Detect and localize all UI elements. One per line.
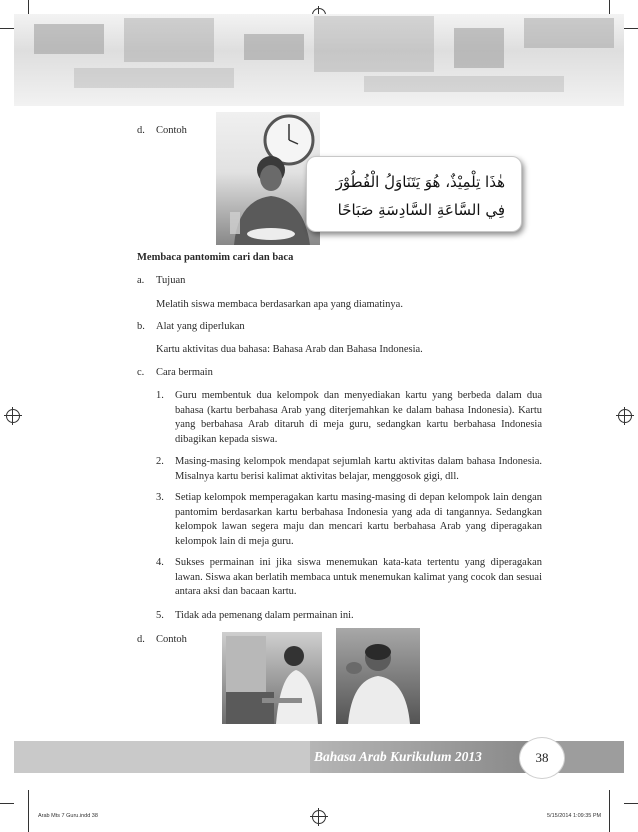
slug-file: Arab Mts 7 Guru.indd 38 (38, 813, 98, 819)
section-label: d. (137, 125, 145, 136)
step-number: 1. (156, 390, 164, 401)
item-title: Alat yang diperlukan (156, 321, 245, 332)
crop-mark (28, 0, 29, 14)
step-number: 2. (156, 456, 164, 467)
slug-date: 5/15/2014 1:09:35 PM (547, 813, 602, 819)
crop-mark (28, 790, 29, 832)
example-title: Contoh (156, 634, 187, 645)
step-text: Guru membentuk dua kelompok dan menyediakan kartu yang berbeda dalam dua bahasa (kartu berbahasa Arab yang diterjemahkan ke dalam bahasa Indonesia). Kartu yang berbahasa Arab ditaruh di meja guru, sedangkan kartu berbahasa Indonesia dibagikan kepada siswa. (175, 390, 542, 445)
registration-mark-icon (618, 409, 632, 423)
registration-mark-icon (6, 409, 20, 423)
activity-heading: Membaca pantomim cari dan baca (137, 252, 294, 263)
crop-mark (609, 790, 610, 832)
step-text: Masing-masing kelompok mendapat sejumlah kartu aktivitas dalam bahasa Indonesia. Misalnya kartu berisi kalimat aktivitas belajar, menggosok gigi, dll. (175, 456, 542, 482)
footer-book-title: Bahasa Arab Kurikulum 2013 (314, 749, 482, 764)
step-number: 5. (156, 610, 164, 621)
item-title: Cara bermain (156, 367, 213, 378)
arabic-line-2: فِي السَّاعَةِ السَّادِسَةِ صَبَاحًا (337, 201, 505, 219)
step-text: Tidak ada pemenang dalam permainan ini. (175, 610, 354, 621)
item-body: Melatih siswa membaca berdasarkan apa yang diamatinya. (156, 299, 403, 310)
arabic-line-1: هٰذَا تِلْمِيْذٌ، هُوَ يَتَنَاوَلُ الْفُطُوْرَ (335, 173, 505, 191)
crop-mark (0, 803, 14, 804)
item-label: b. (137, 321, 145, 332)
item-body: Kartu aktivitas dua bahasa: Bahasa Arab dan Bahasa Indonesia. (156, 344, 423, 355)
item-label: c. (137, 367, 145, 378)
page-number: 38 (520, 738, 564, 778)
crop-mark (624, 803, 638, 804)
step-text: Setiap kelompok memperagakan kartu masing-masing di depan kelompok lain dengan pantomim berdasarkan kartu berbahasa Indonesia yang ada di tangannya. Sedangkan kelompok lawan segera maju dan mencari kartu berbahasa Arab yang diperagakan kelompok lain di meja guru. (175, 492, 542, 547)
example-photo-desk (222, 632, 322, 724)
step-number: 3. (156, 492, 164, 503)
example-photo-boy (336, 628, 420, 724)
crop-mark (609, 0, 610, 14)
crop-mark (624, 28, 638, 29)
step-number: 4. (156, 557, 164, 568)
step-text: Sukses permainan ini jika siswa menemukan kata-kata tertentu yang diperagakan lawan. Siswa akan berlatih membaca untuk menemukan kalimat yang cocok dan sesuai antara aksi dan bacaan kartu. (175, 557, 542, 597)
breakfast-photo (216, 112, 320, 245)
arabic-sentence-bubble (306, 156, 522, 232)
crop-mark (0, 28, 14, 29)
item-title: Tujuan (156, 275, 186, 286)
section-title: Contoh (156, 125, 187, 136)
item-label: a. (137, 275, 145, 286)
example-label: d. (137, 634, 145, 645)
registration-mark-icon (312, 810, 326, 824)
header-decoration (14, 14, 624, 106)
